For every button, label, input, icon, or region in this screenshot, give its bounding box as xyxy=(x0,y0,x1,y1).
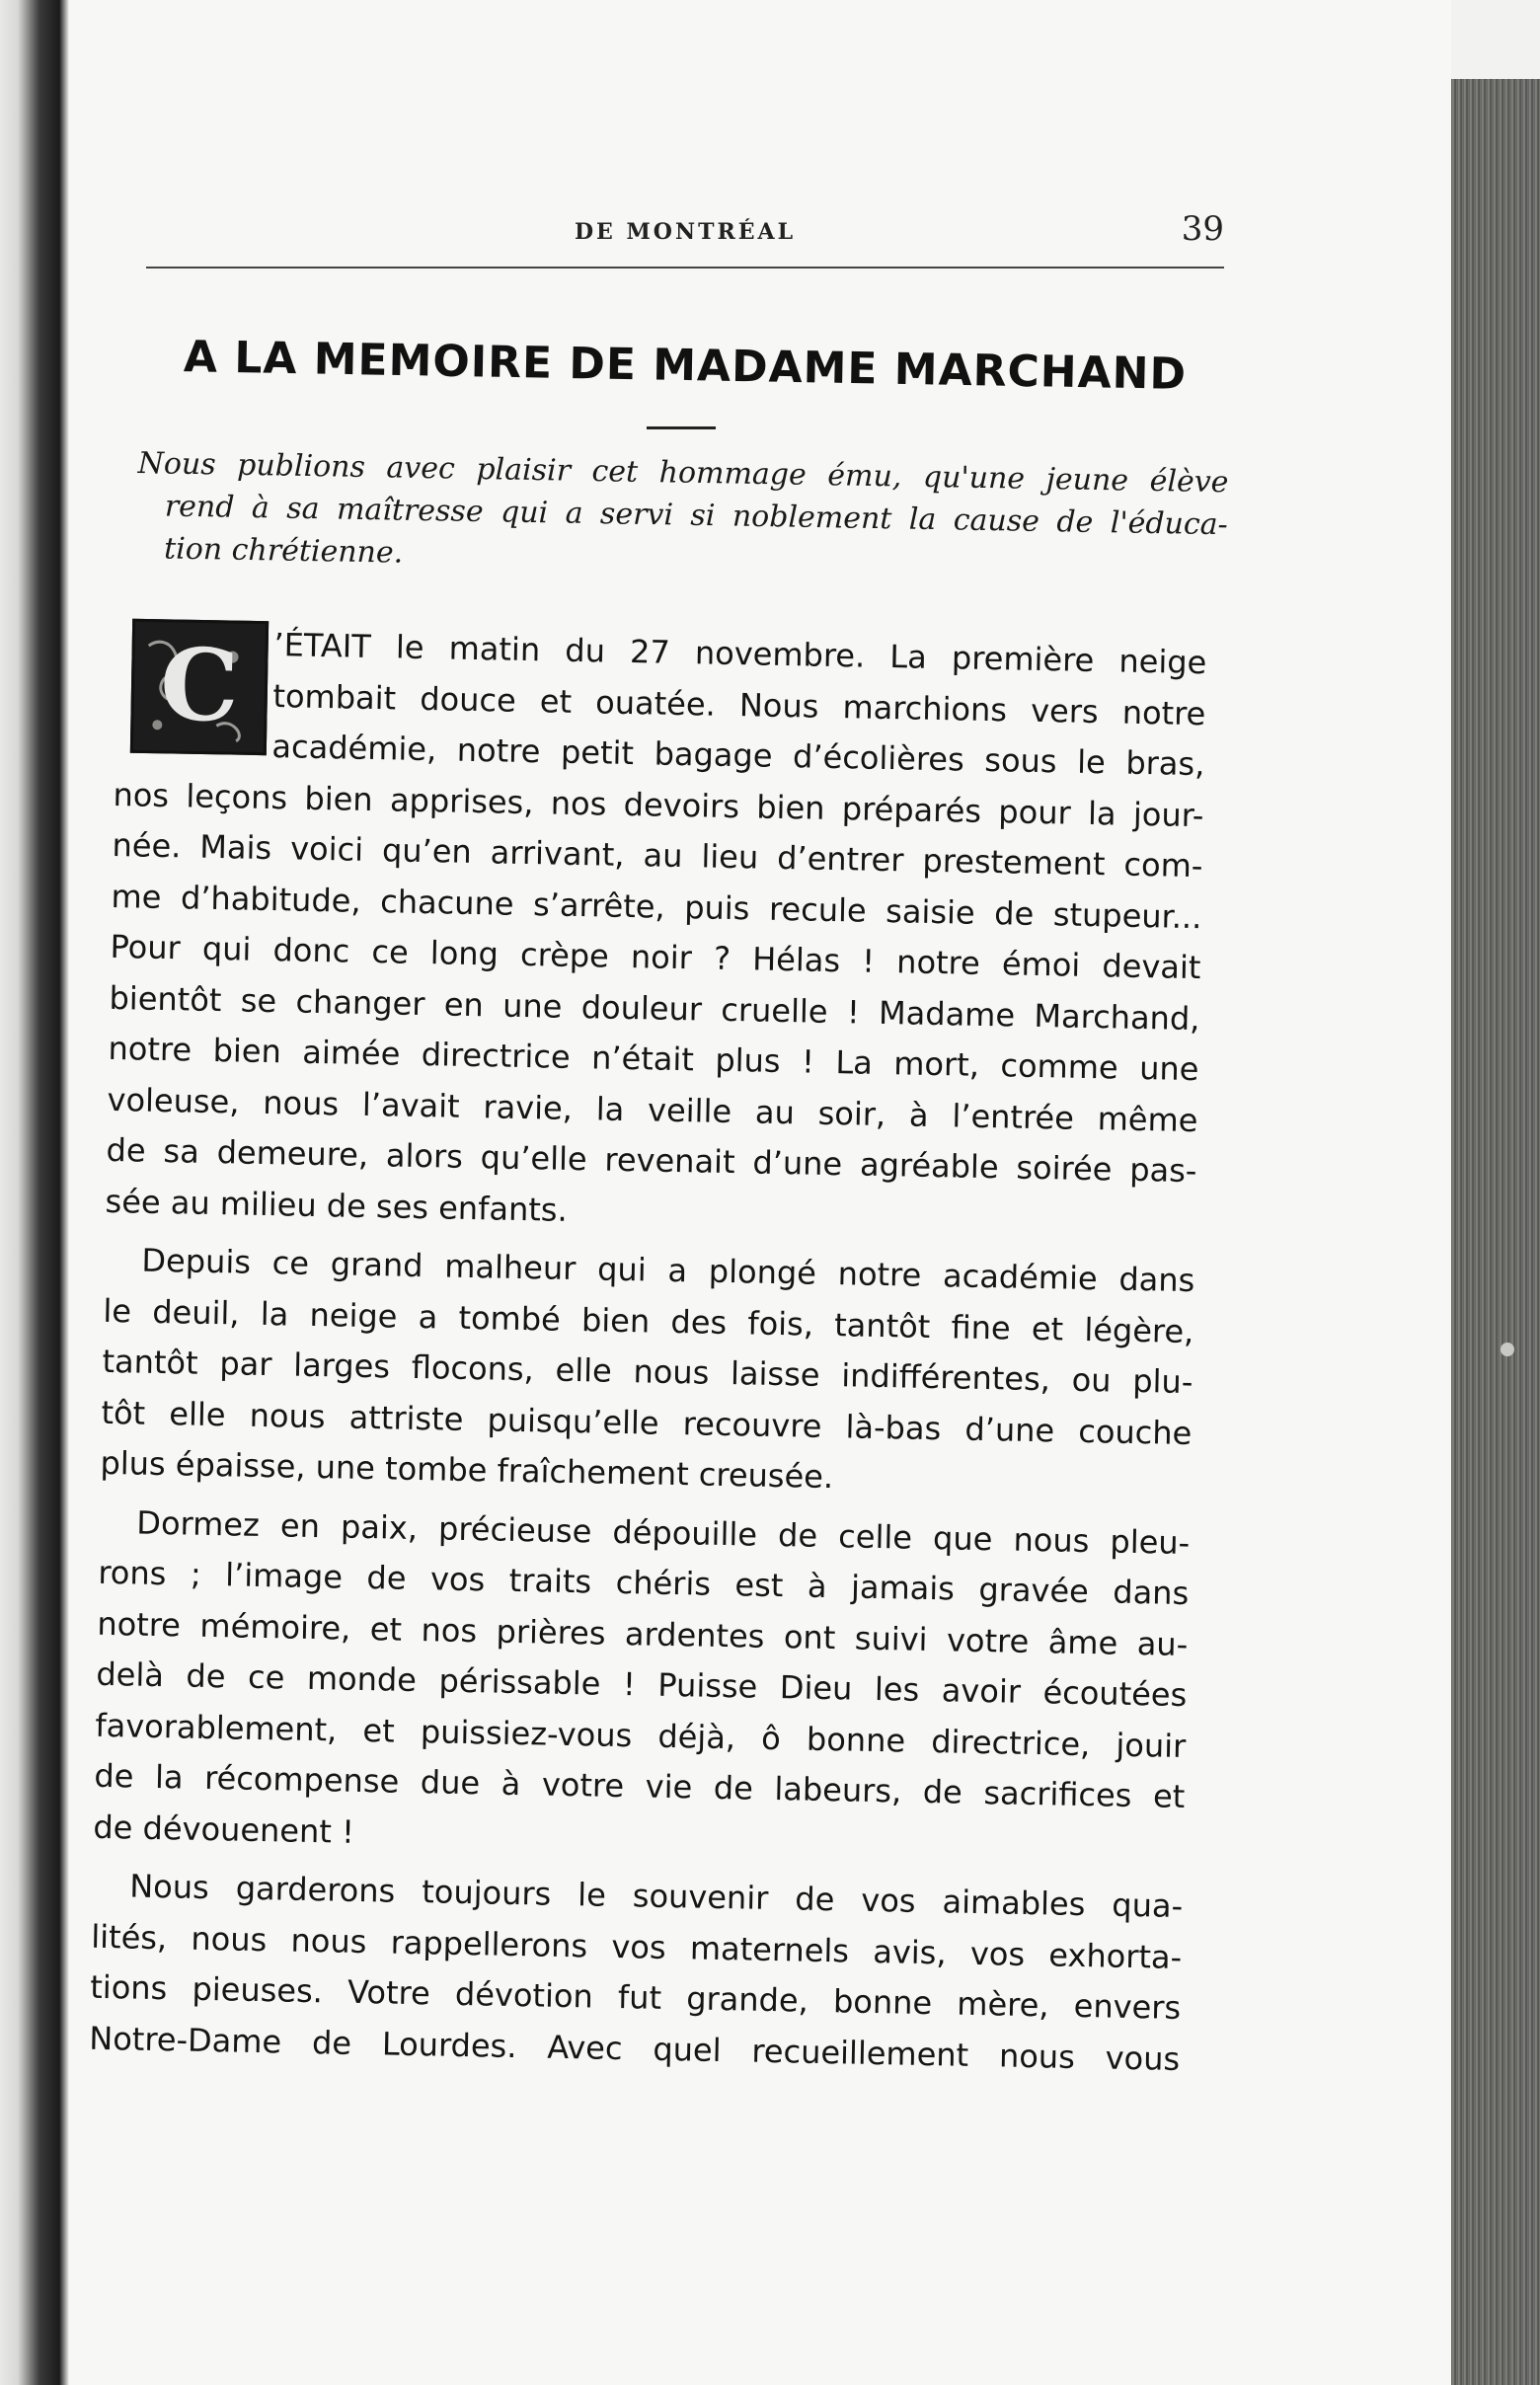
title-rule xyxy=(647,426,716,429)
intro-line: rend à sa maîtresse qui a servi si noblement la cause de l'éduca- xyxy=(164,489,1229,543)
editorial-intro xyxy=(136,442,1229,588)
body-line: ’ÉTAIT le matin du 27 novembre. La première neige xyxy=(273,626,1207,682)
body-line: notre mémoire, et nos prières ardentes ont suivi votre âme au- xyxy=(97,1604,1189,1663)
body-line: de la récompense due à votre vie de labeurs, de sacrifices et xyxy=(94,1756,1186,1815)
body-line: de dévouenent ! xyxy=(93,1808,355,1851)
body-line: me d’habitude, chacune s’arrête, puis recule saisie de stupeur... xyxy=(111,877,1202,936)
intro-line: Nous publions avec plaisir cet hommage ému, qu'une jeune élève xyxy=(137,445,1229,500)
body-line: nos leçons bien apprises, nos devoirs bien préparés pour la jour- xyxy=(113,775,1204,834)
body-line: sée au milieu de ses enfants. xyxy=(105,1182,569,1229)
body-line: Dormez en paix, précieuse dépouille de celle que nous pleu- xyxy=(136,1503,1191,1562)
body-line: académie, notre petit bagage d’écolières sous le bras, xyxy=(271,728,1205,784)
body-line: lités, nous nous rappellerons vos maternels avis, vos exhorta- xyxy=(90,1917,1183,1976)
book-fore-edge xyxy=(1451,79,1540,2385)
body-line: née. Mais voici qu’en arrivant, au lieu d’entrer prestement com- xyxy=(112,825,1203,885)
body-line: tions pieuses. Votre dévotion fut grande, bonne mère, envers xyxy=(89,1967,1182,2027)
body-line: rons ; l’image de vos traits chéris est à jamais gravée dans xyxy=(98,1553,1190,1613)
body-line: de sa demeure, alors qu’elle revenait d’une agréable soirée pas- xyxy=(106,1130,1197,1191)
header-rule xyxy=(146,267,1224,269)
body-line: bientôt se changer en une douleur cruelle ! Madame Marchand, xyxy=(109,978,1200,1038)
body-line: le deuil, la neige a tombé bien des fois, tantôt fine et légère, xyxy=(103,1291,1194,1350)
body-line: tombait douce et ouatée. Nous marchions vers notre xyxy=(272,676,1206,732)
running-title: DE MONTRÉAL xyxy=(574,219,797,245)
body-line: delà de ce monde périssable ! Puisse Dieu les avoir écoutées xyxy=(96,1654,1188,1715)
body-line: Depuis ce grand malheur qui a plongé notre académie dans xyxy=(141,1241,1195,1300)
article-title: A LA MEMOIRE DE MADAME MARCHAND xyxy=(183,332,1188,400)
body-line: Notre-Dame de Lourdes. Avec quel recueillement nous vous xyxy=(89,2019,1181,2078)
drop-cap-letter: C xyxy=(159,626,240,744)
body-line: favorablement, et puissiez-vous déjà, ô bonne directrice, jouir xyxy=(95,1706,1187,1765)
scan-binding-edge xyxy=(0,0,69,2385)
body-line: plus épaisse, une tombe fraîchement creusée. xyxy=(100,1443,834,1497)
body-line: Pour qui donc ce long crèpe noir ? Hélas ! notre émoi devait xyxy=(110,927,1201,987)
scan-speck xyxy=(1501,1343,1514,1356)
body-line: voleuse, nous l’avait ravie, la veille au soir, à l’entrée même xyxy=(107,1080,1198,1139)
body-line: tôt elle nous attriste puisqu’elle recouvre là-bas d’une couche xyxy=(101,1393,1193,1452)
article-body xyxy=(89,617,1207,2085)
body-line: notre bien aimée directrice n’était plus ! La mort, comme une xyxy=(108,1029,1199,1089)
body-line: tantôt par larges flocons, elle nous laisse indifférentes, ou plu- xyxy=(102,1342,1194,1402)
intro-line: tion chrétienne. xyxy=(163,531,404,571)
page-number: 39 xyxy=(1181,209,1224,249)
scan-background xyxy=(1451,0,1540,79)
running-head xyxy=(146,209,1224,269)
body-line: Nous garderons toujours le souvenir de vos aimables qua- xyxy=(128,1867,1184,1925)
